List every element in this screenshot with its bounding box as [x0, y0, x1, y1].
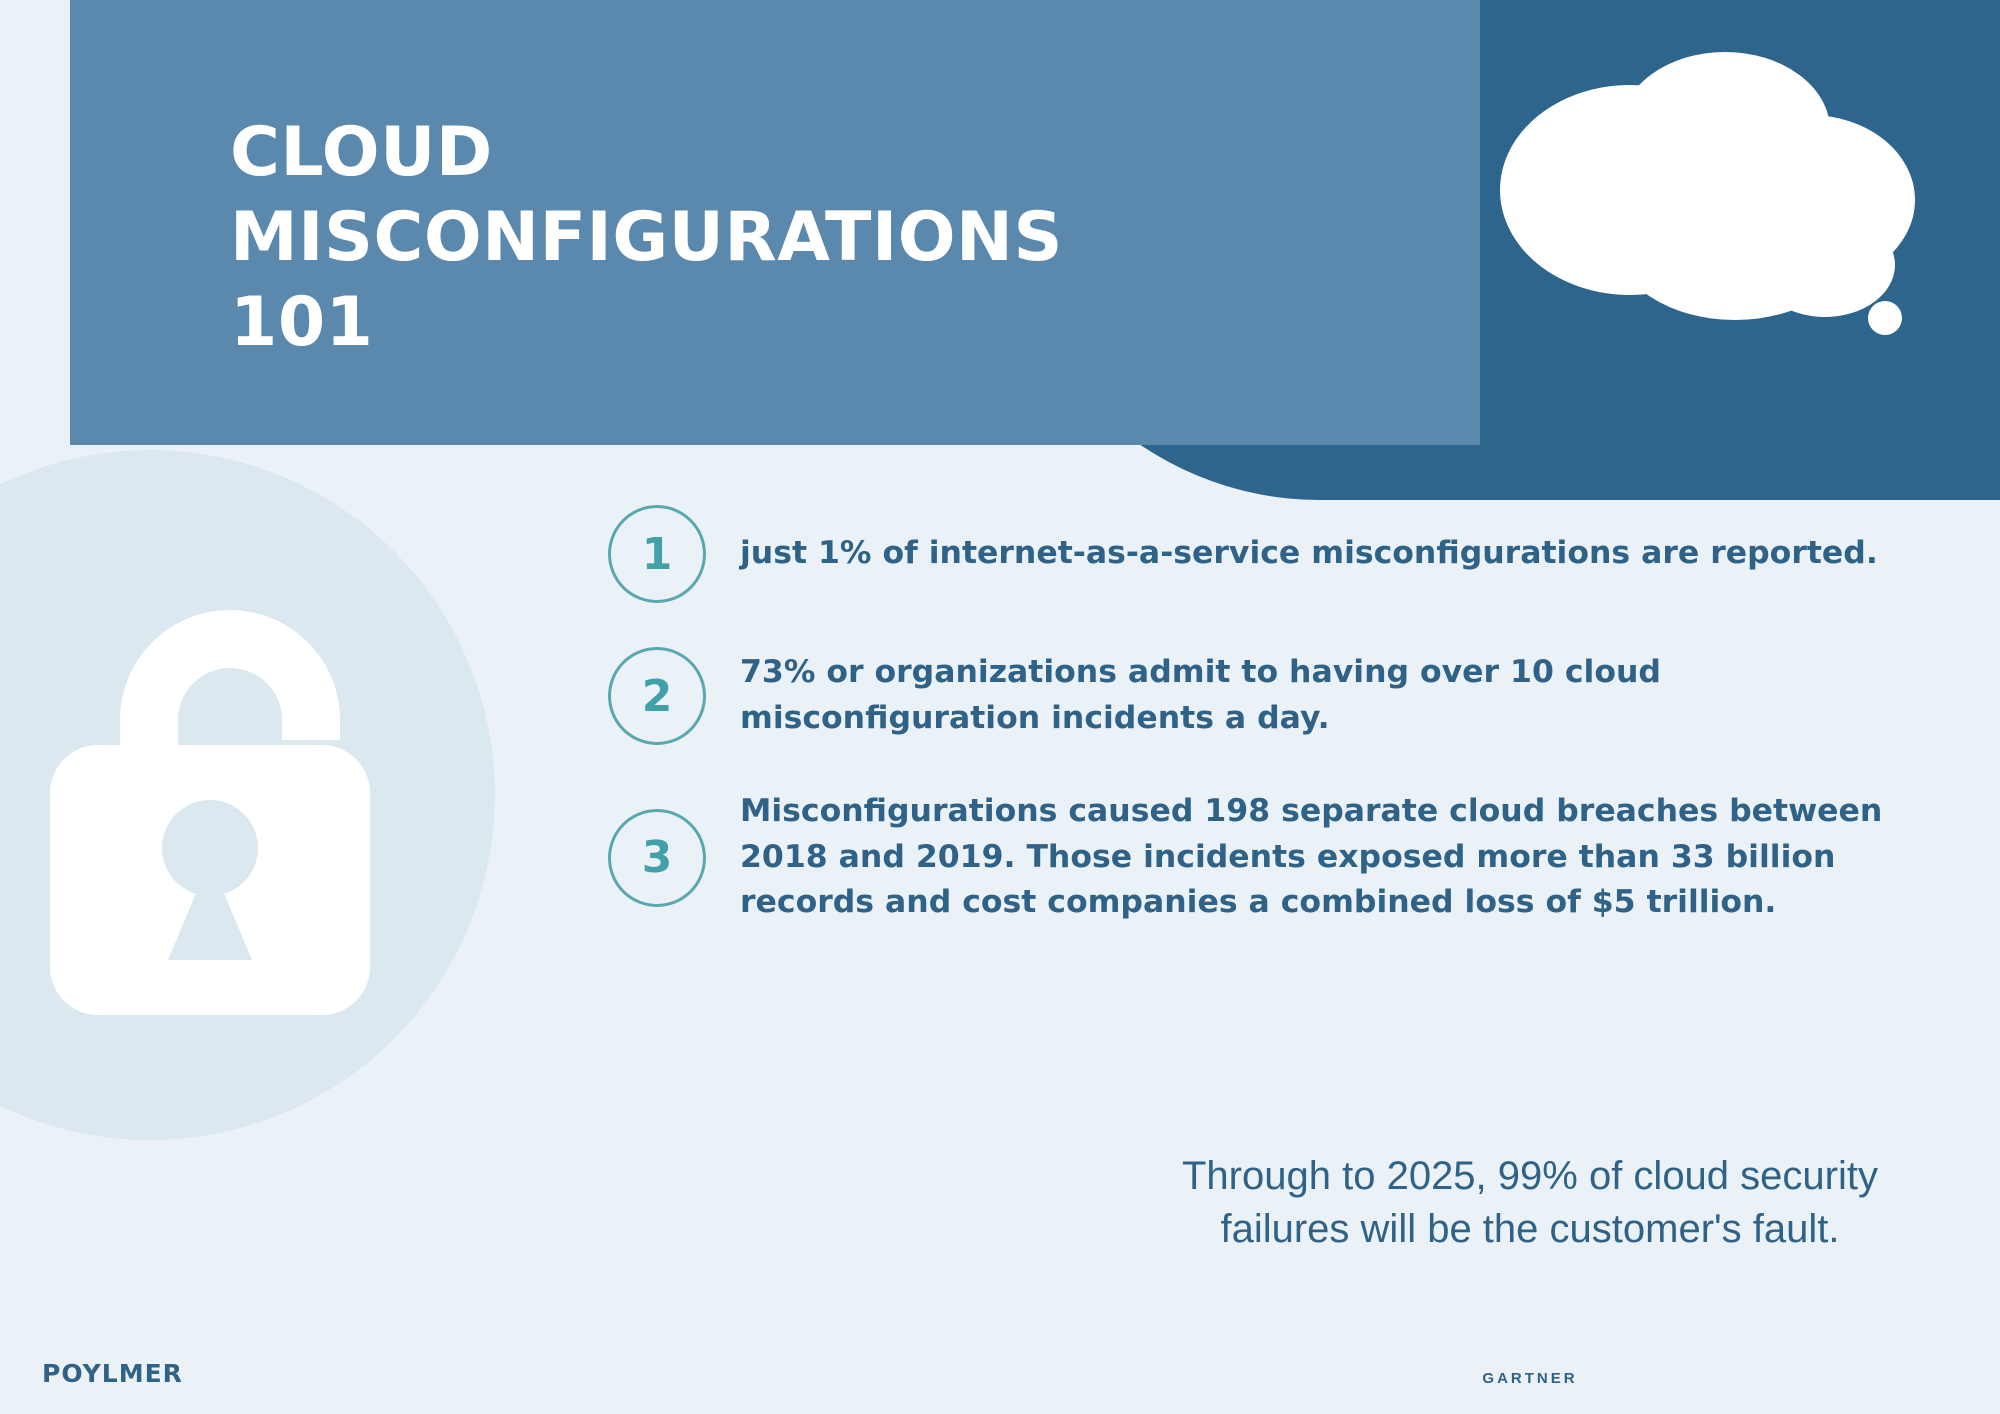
title-line-1: CLOUD MISCONFIGURATIONS [230, 113, 1063, 277]
fact-number-badge: 2 [608, 647, 706, 745]
fact-text: just 1% of internet-as-a-service misconfigurations are reported. [740, 535, 1878, 572]
list-item [608, 789, 1948, 926]
quote-text: Through to 2025, 99% of cloud security failures will be the customer's fault. [1182, 1154, 1878, 1252]
list-item [608, 505, 1948, 603]
facts-list [608, 505, 1948, 926]
fact-text: Misconfigurations caused 198 separate cloud breaches between 2018 and 2019. Those incidents exposed more than 33 billion records and cost companies a combined loss of $5 trillion. [740, 793, 1883, 921]
fact-number-badge: 3 [608, 809, 706, 907]
open-padlock-icon [40, 530, 420, 1060]
quote-source: GARTNER [1482, 1370, 1578, 1387]
brand-logo: POYLMER [42, 1359, 183, 1388]
thought-cloud-icon [1480, 50, 1920, 380]
title-line-2: 101 [230, 283, 374, 362]
fact-text: 73% or organizations admit to having over 10 cloud misconfiguration incidents a day. [740, 654, 1661, 736]
fact-number-badge: 1 [608, 505, 706, 603]
list-item [608, 647, 1948, 745]
page-title [230, 110, 1310, 365]
